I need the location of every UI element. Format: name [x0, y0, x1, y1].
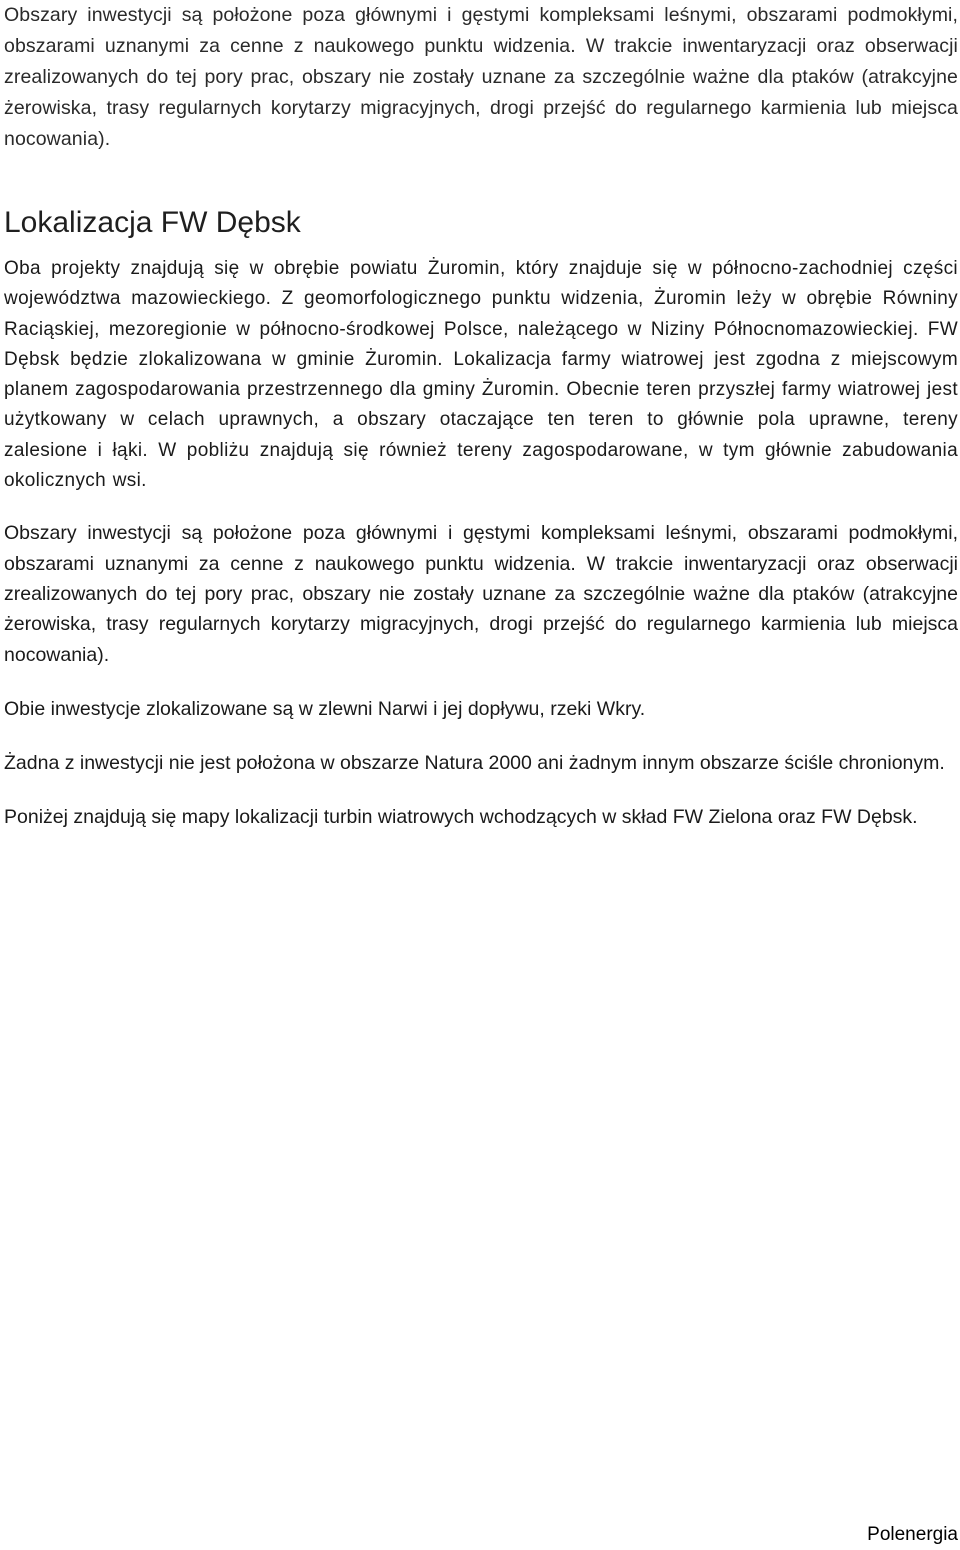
document-page — [4, 0, 958, 833]
paragraph-river-basin: Obie inwestycje zlokalizowane są w zlewni Narwi i jej dopływu, rzeki Wkry. — [4, 697, 646, 720]
paragraph-maps-intro: Poniżej znajdują się mapy lokalizacji turbin wiatrowych wchodzących w skład FW Zielona oraz FW Dębsk. — [4, 806, 918, 829]
paragraph-location: Oba projekty znajdują się w obrębie powiatu Żuromin, który znajduje się w północno-zachodniej części województwa mazowieckiego. Z geomorfologicznego punktu widzenia, Żuromin leży w obrębie Równiny Raciąskiej, mezoregionie w północno-środkowej Polsce, należącego w Niziny Północnomazowieckiej. FW Dębsk będzie zlokalizowana w gminie Żuromin. Lokalizacja farmy wiatrowej jest zgodna z miejscowym planem zagospodarowania przestrzennego dla gminy Żuromin. Obecnie teren przyszłej farmy wiatrowej jest użytkowany w celach uprawnych, a obszary otaczające ten teren to głównie pola uprawne, tereny zalesione i łąki. W pobliżu znajdują się również tereny zagospodarowane, w tym głównie zabudowania okolicznych wsi. — [4, 258, 958, 492]
footer-brand: Polenergia — [867, 1524, 958, 1545]
section-heading: Lokalizacja FW Dębsk — [4, 206, 301, 239]
paragraph-investment-areas: Obszary inwestycji są położone poza głównymi i gęstymi kompleksami leśnymi, obszarami podmokłymi, obszarami uznanymi za cenne z naukowego punktu widzenia. W trakcie inwentaryzacji oraz obserwacji zrealizowanych do tej pory prac, obszary nie zostały uznane za szczególnie ważne dla ptaków (atrakcyjne żerowiska, trasy regularnych korytarzy migracyjnych, drogi przejść do regularnego karmienia lub miejsca nocowania). — [4, 522, 958, 666]
paragraph-natura-2000: Żadna z inwestycji nie jest położona w obszarze Natura 2000 ani żadnym innym obszarze ściśle chronionym. — [4, 752, 945, 775]
intro-paragraph: Obszary inwestycji są położone poza głównymi i gęstymi kompleksami leśnymi, obszarami podmokłymi, obszarami uznanymi za cenne z naukowego punktu widzenia. W trakcie inwentaryzacji oraz obserwacji zrealizowanych do tej pory prac, obszary nie zostały uznane za szczególnie ważne dla ptaków (atrakcyjne żerowiska, trasy regularnych korytarzy migracyjnych, drogi przejść do regularnego karmienia lub miejsca nocowania). — [4, 4, 958, 150]
